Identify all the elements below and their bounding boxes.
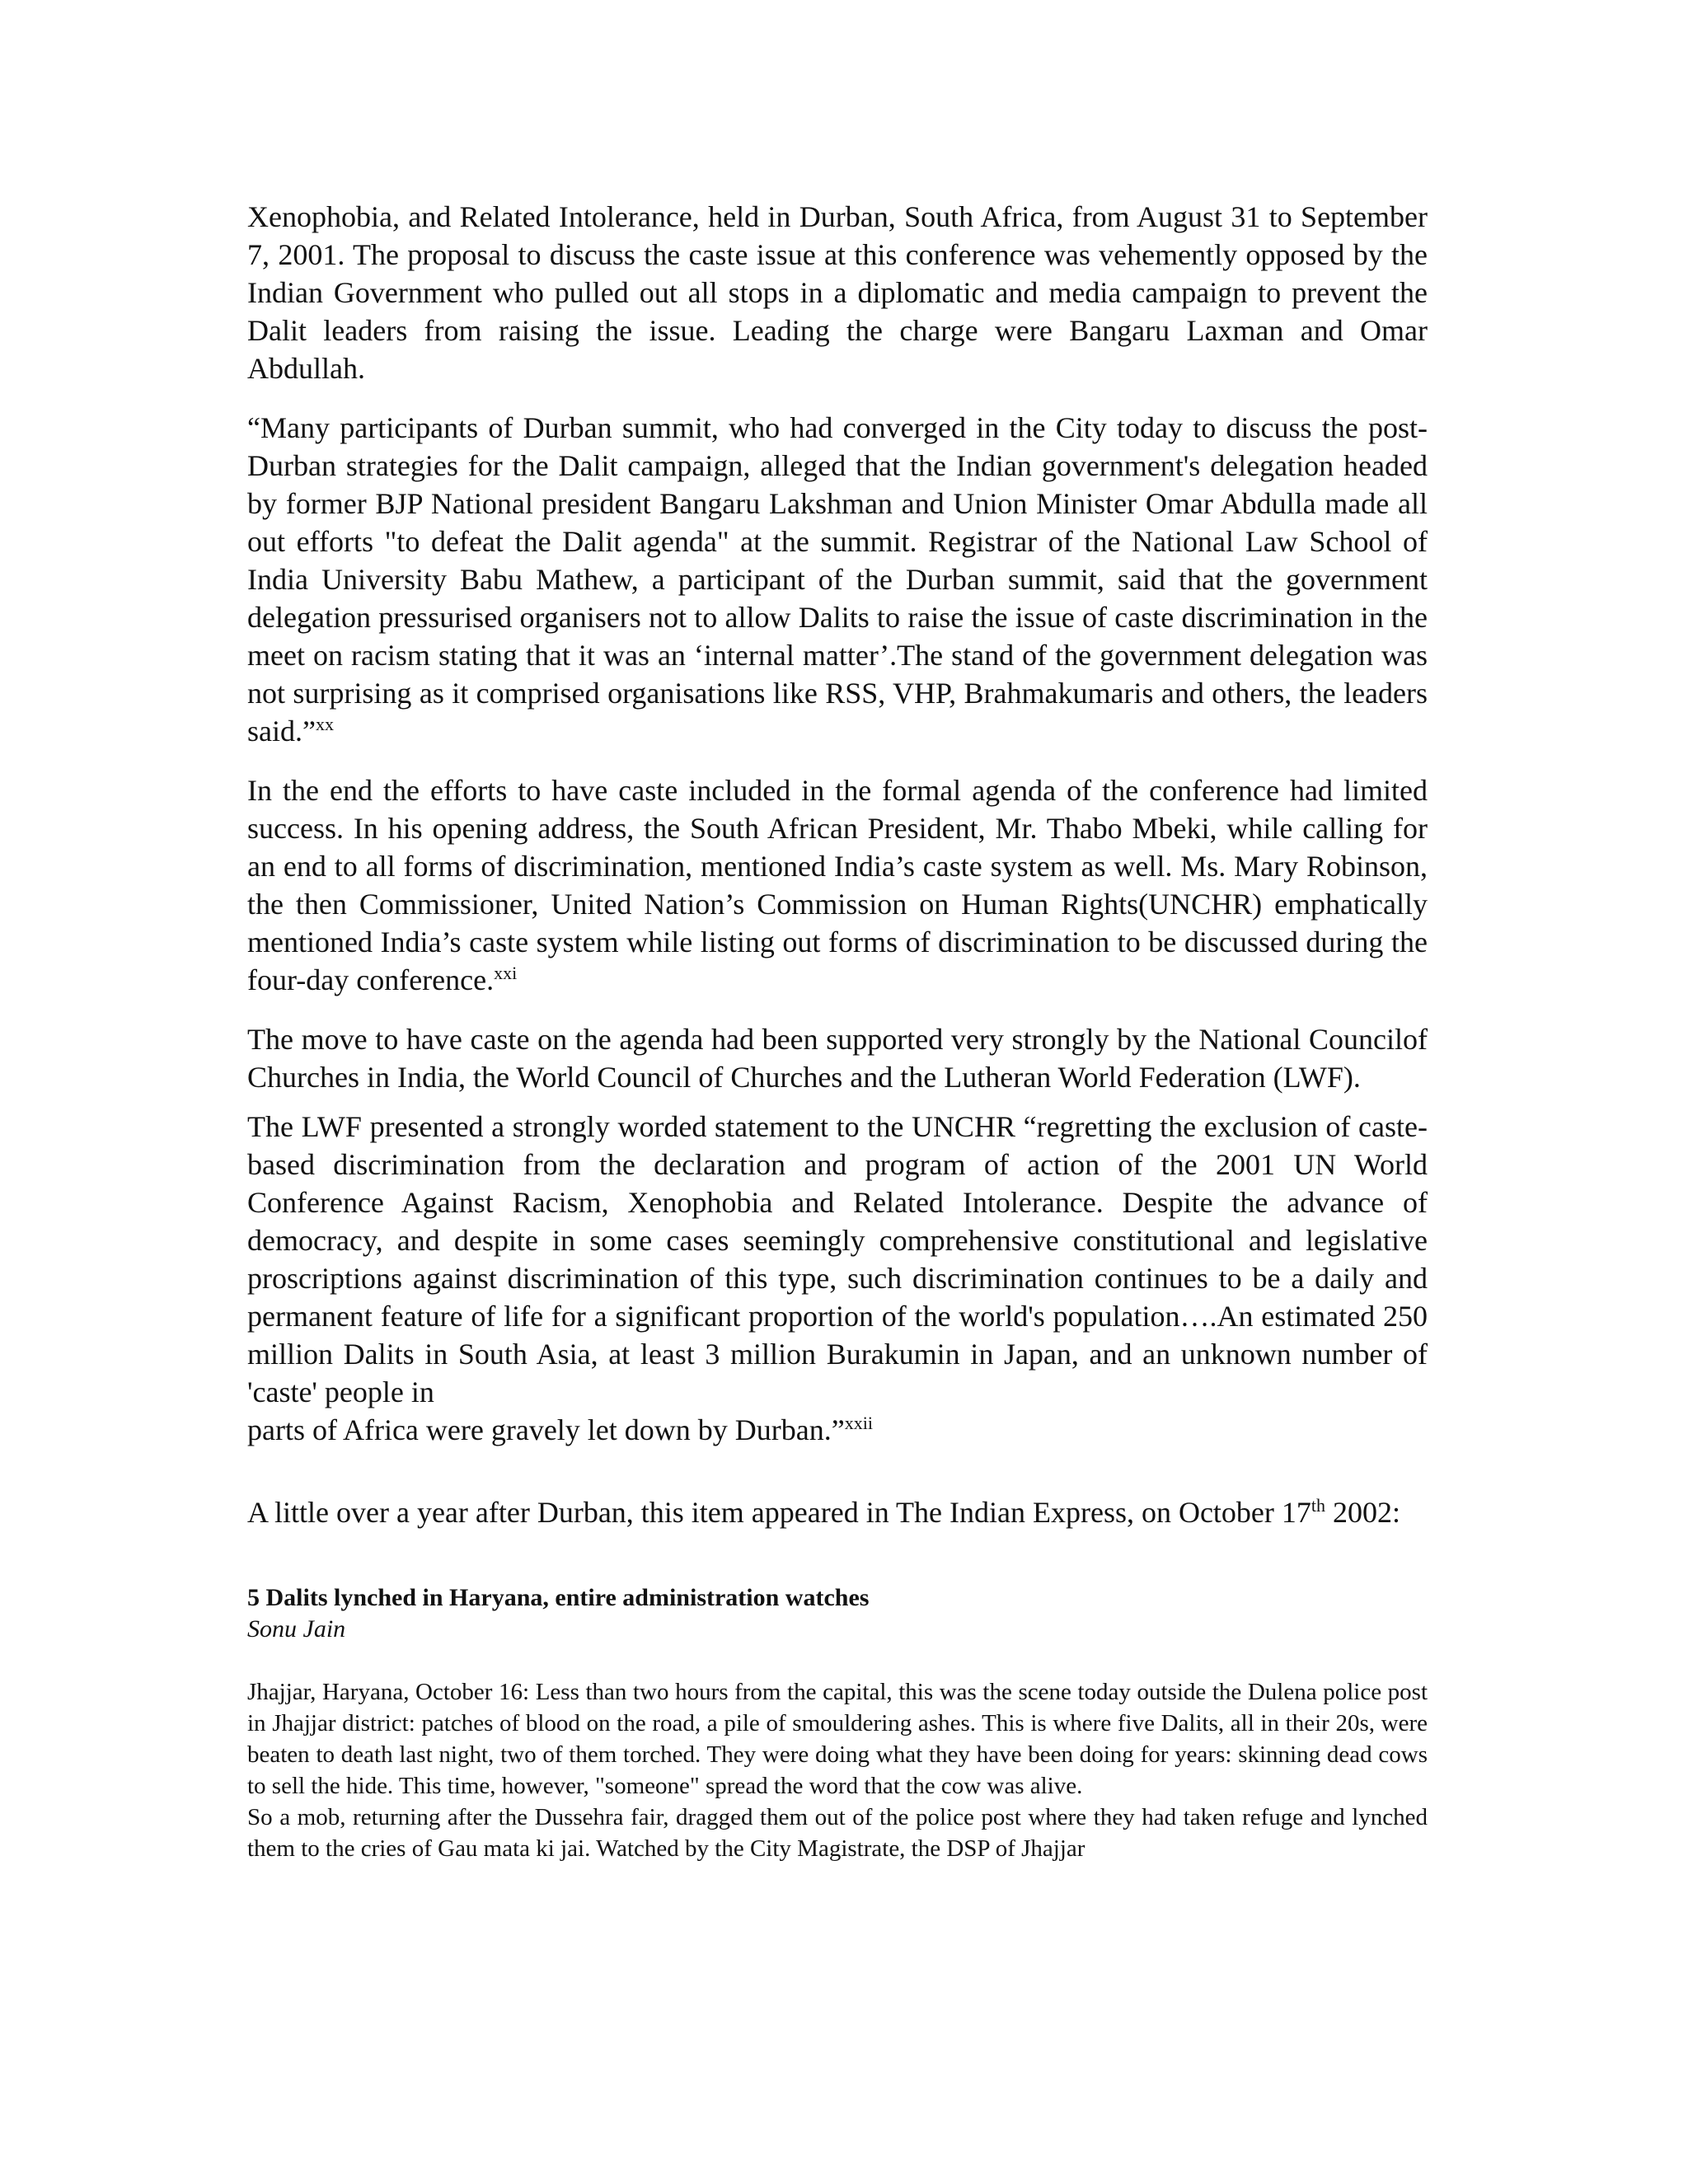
paragraph-limited-success xyxy=(247,771,1428,999)
paragraph-durban-conference xyxy=(247,198,1428,387)
endnote-marker: xxii xyxy=(844,1413,873,1433)
paragraph-churches-support xyxy=(247,1020,1428,1096)
article-body-paragraph: So a mob, returning after the Dussehra fair, dragged them out of the police post where they had taken refuge and lynched them to the cries of Gau mata ki jai. Watched by the City Magistrate, the DSP of Jhajjar xyxy=(247,1804,1428,1862)
article-byline: Sonu Jain xyxy=(247,1615,346,1643)
endnote-marker: xx xyxy=(315,714,334,734)
paragraph-text: Xenophobia, and Related Intolerance, held in Durban, South Africa, from August 31 to September 7, 2001. The proposal to discuss the caste issue at this conference was vehemently opposed by the Indian Government who pulled out all stops in a diplomatic and media campaign to prevent the Dalit leaders from raising the issue. Leading the charge were Bangaru Laxman and Omar Abdullah. xyxy=(247,200,1428,385)
paragraph-text: The move to have caste on the agenda had been supported very strongly by the National Councilof Churches in India, the World Council of Churches and the Lutheran World Federation (LWF). xyxy=(247,1023,1428,1094)
paragraph-text: In the end the efforts to have caste included in the formal agenda of the conference had limited success. In his opening address, the South African President, Mr. Thabo Mbeki, while calling for an end to all forms of discrimination, mentioned India’s caste system as well. Ms. Mary Robinson, the then Commissioner, United Nation’s Commission on Human Rights(UNCHR) emphatically mentioned India’s caste system while listing out forms of discrimination to be discussed during the four-day conference. xyxy=(247,774,1428,996)
article-title: 5 Dalits lynched in Haryana, entire administration watches xyxy=(247,1584,870,1611)
paragraph-text: “Many participants of Durban summit, who had converged in the City today to discuss the post-Durban strategies for the Dalit campaign, alleged that the Indian government's delegation headed by former BJP National president Bangaru Lakshman and Union Minister Omar Abdulla made all out efforts "to defeat the Dalit agenda" at the summit. Registrar of the National Law School of India University Babu Mathew, a participant of the Durban summit, said that the government delegation pressurised organisers not to allow Dalits to raise the issue of caste discrimination in the meet on racism stating that it was an ‘internal matter’.The stand of the government delegation was not surprising as it comprised organisations like RSS, VHP, Brahmakumaris and others, the leaders said.” xyxy=(247,411,1428,748)
paragraph-lwf-statement xyxy=(247,1108,1428,1411)
endnote-marker: xxi xyxy=(494,963,518,983)
article-body-paragraph: Jhajjar, Haryana, October 16: Less than two hours from the capital, this was the scene today outside the Dulena police post in Jhajjar district: patches of blood on the road, a pile of smouldering ashes. This is where five Dalits, all in their 20s, were beaten to death last night, two of them torched. They were doing what they have been doing for years: skinning dead cows to sell the hide. This time, however, "someone" spread the word that the cow was alive. xyxy=(247,1679,1428,1799)
paragraph-indian-express-intro xyxy=(247,1493,1428,1531)
paragraph-text: parts of Africa were gravely let down by Durban.” xyxy=(247,1413,845,1446)
paragraph-text: 2002: xyxy=(1325,1496,1401,1529)
document-content xyxy=(247,198,1428,1864)
paragraph-lwf-statement-end xyxy=(247,1411,1428,1449)
paragraph-text: A little over a year after Durban, this item appeared in The Indian Express, on October 17 xyxy=(247,1496,1311,1529)
paragraph-text: The LWF presented a strongly worded statement to the UNCHR “regretting the exclusion of caste-based discrimination from the declaration and program of action of the 2001 UN World Conference Against Racism, Xenophobia and Related Intolerance. Despite the advance of democracy, and despite in some cases seemingly comprehensive constitutional and legislative proscriptions against discrimination of this type, such discrimination continues to be a daily and permanent feature of life for a significant proportion of the world's population….An estimated 250 million Dalits in South Asia, at least 3 million Burakumin in Japan, and an unknown number of 'caste' people in xyxy=(247,1110,1428,1408)
paragraph-participants-quote xyxy=(247,409,1428,750)
ordinal-suffix: th xyxy=(1311,1495,1326,1516)
